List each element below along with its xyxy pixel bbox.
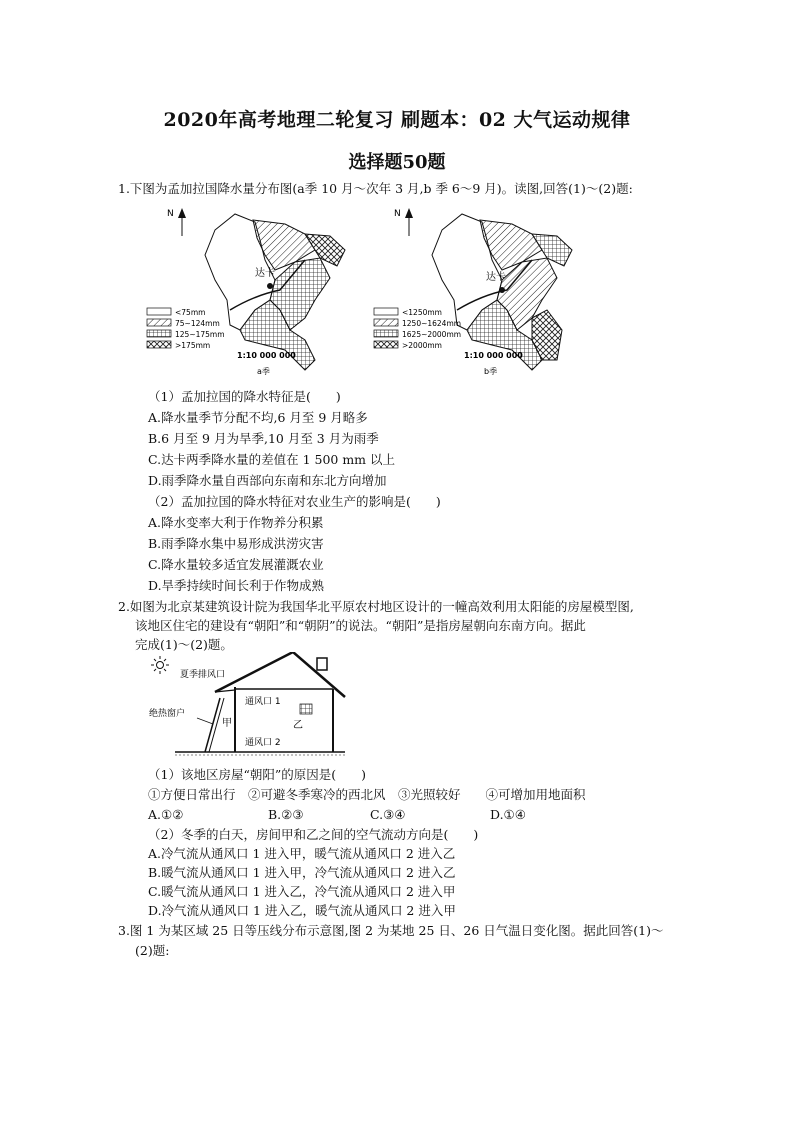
q1-sub1-option-a[interactable]: A.降水量季节分配不均,6 月至 9 月略多 [148, 410, 368, 425]
q3-stem-line-1: 3.图 1 为某区域 25 日等压线分布示意图,图 2 为某地 25 日、26 日气温日变化图。据此回答(1)～ [118, 923, 664, 938]
q2-stem-line-1: 2.如图为北京某建筑设计院为我国华北平原农村地区设计的一幢高效利用太阳能的房屋模型图, [118, 599, 634, 614]
q2-sub2-option-c[interactable]: C.暖气流从通风口 1 进入乙，冷气流从通风口 2 进入甲 [148, 884, 456, 899]
q2-sub1-option-a[interactable]: A.①② [148, 807, 184, 822]
q2-sub1-option-c[interactable]: C.③④ [370, 807, 406, 822]
north-label: N [394, 209, 401, 219]
q2-sub1-options [148, 806, 526, 823]
q2-stem-line-2: 该地区住宅的建设有“朝阳”和“朝阴”的说法。“朝阳”是指房屋朝向东南方向。据此 [135, 618, 586, 633]
q1-sub1-stem: （1）孟加拉国的降水特征是( ) [148, 389, 341, 404]
section-title: 选择题50题 [348, 152, 446, 173]
legend-b-4: >2000mm [402, 341, 442, 350]
q2-stem-line-3: 完成(1)～(2)题。 [135, 637, 233, 652]
map-b-scale: 1:10 000 000 [464, 351, 523, 360]
map-b [372, 200, 587, 380]
window-label: 绝热窗户 [149, 709, 186, 719]
city-label: 达卡 [486, 272, 506, 283]
map-a-caption: a季 [257, 367, 270, 376]
vent-2-label: 通风口 2 [245, 738, 281, 748]
room-b-label: 乙 [293, 720, 303, 731]
q1-sub2-stem: （2）孟加拉国的降水特征对农业生产的影响是( ) [148, 494, 441, 509]
legend-a-1: <75mm [175, 308, 206, 317]
page-title: 2020年高考地理二轮复习 刷题本：02 大气运动规律 [163, 109, 631, 131]
q1-stem: 1.下图为孟加拉国降水量分布图(a季 10 月～次年 3 月,b 季 6～9 月)。读图,回答(1)～(2)题: [118, 181, 633, 196]
north-arrow-icon [178, 208, 186, 236]
legend-b-3: 1625~2000mm [402, 330, 462, 339]
q3-stem-line-2: (2)题: [135, 943, 170, 958]
sun-icon [151, 656, 169, 674]
map-a [145, 200, 360, 380]
q1-sub2-option-b[interactable]: B.雨季降水集中易形成洪涝灾害 [148, 536, 324, 551]
q1-sub1-option-d[interactable]: D.雨季降水量自西部向东南和东北方向增加 [148, 473, 387, 488]
legend-b-1: <1250mm [402, 308, 442, 317]
q1-sub2-option-a[interactable]: A.降水变率大利于作物养分积累 [148, 515, 324, 530]
q1-sub1-option-b[interactable]: B.6 月至 9 月为旱季,10 月至 3 月为雨季 [148, 431, 379, 446]
summer-vent-label: 夏季排风口 [180, 670, 226, 680]
q2-sub2-stem: （2）冬季的白天，房间甲和乙之间的空气流动方向是( ) [148, 827, 479, 842]
q2-sub1-option-b[interactable]: B.②③ [268, 807, 304, 822]
q2-sub2-option-b[interactable]: B.暖气流从通风口 1 进入甲，冷气流从通风口 2 进入乙 [148, 865, 456, 880]
q1-sub2-option-d[interactable]: D.旱季持续时间长利于作物成熟 [148, 578, 325, 593]
map-b-caption: b季 [484, 367, 498, 376]
legend-b-2: 1250~1624mm [402, 319, 462, 328]
legend-a-4: >175mm [175, 341, 211, 350]
q1-sub1-option-c[interactable]: C.达卡两季降水量的差值在 1 500 mm 以上 [148, 452, 396, 467]
north-label: N [167, 209, 174, 219]
q1-sub2-option-c[interactable]: C.降水量较多适宜发展灌溉农业 [148, 557, 324, 572]
q2-sub1-choices: ①方便日常出行 ②可避冬季寒冷的西北风 ③光照较好 ④可增加用地面积 [148, 787, 586, 802]
legend-a-3: 125~175mm [175, 330, 225, 339]
north-arrow-icon [405, 208, 413, 236]
map-a-scale: 1:10 000 000 [237, 351, 296, 360]
q2-sub1-stem: （1）该地区房屋“朝阳”的原因是( ) [148, 767, 366, 782]
q2-sub2-option-a[interactable]: A.冷气流从通风口 1 进入甲，暖气流从通风口 2 进入乙 [148, 846, 456, 861]
q2-sub2-option-d[interactable]: D.冷气流从通风口 1 进入乙，暖气流从通风口 2 进入甲 [148, 903, 456, 918]
legend-a-2: 75~124mm [175, 319, 220, 328]
city-label: 达卡 [255, 268, 275, 279]
room-a-label: 甲 [222, 718, 232, 729]
house-diagram [145, 652, 365, 762]
vent-1-label: 通风口 1 [245, 697, 281, 707]
q2-sub1-option-d[interactable]: D.①④ [490, 807, 526, 822]
